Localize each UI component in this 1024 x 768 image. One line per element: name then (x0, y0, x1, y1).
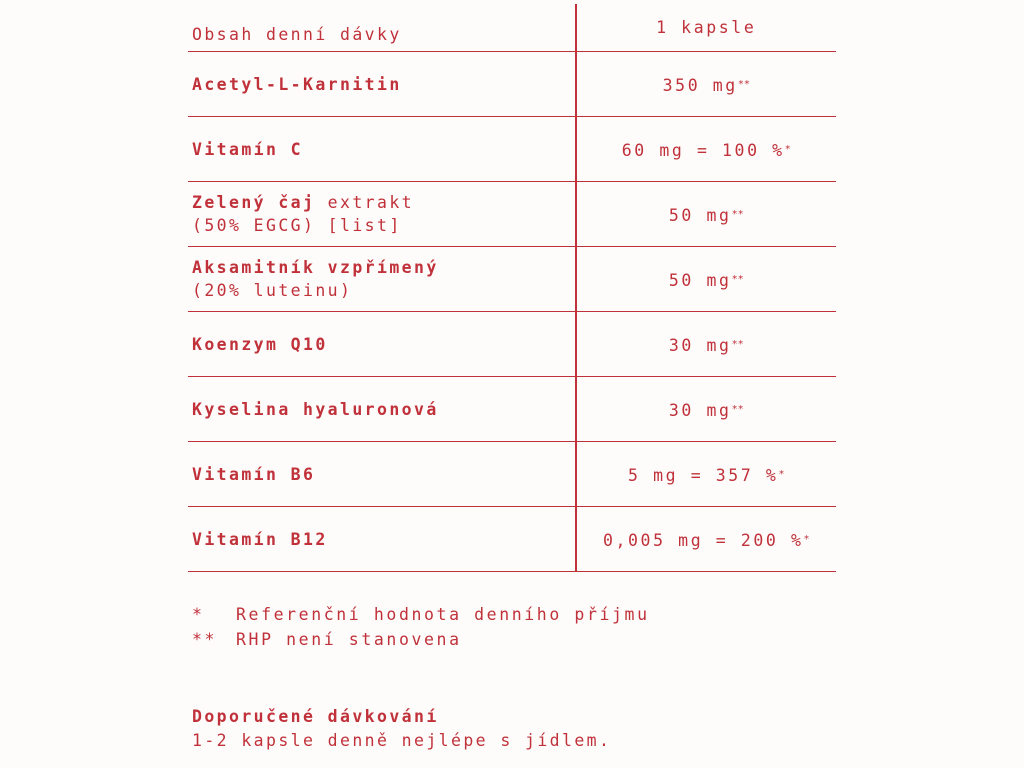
ingredient-name (188, 507, 575, 571)
ingredient-name-line (192, 256, 575, 279)
table-header-row (188, 4, 836, 52)
footnotes (192, 602, 650, 652)
amount-value: 350 mg (662, 75, 738, 95)
amount-value: 30 mg (668, 400, 732, 420)
ingredient-name-line (192, 398, 575, 421)
amount-value: 30 mg (668, 335, 732, 355)
footnote (192, 627, 650, 652)
table-body (188, 52, 836, 572)
dosage-text: 1-2 kapsle denně nejlépe s jídlem. (192, 731, 612, 750)
ingredient-name-line (192, 191, 575, 214)
footnote-text: Referenční hodnota denního příjmu (236, 605, 650, 624)
ingredient-name (188, 377, 575, 441)
ingredient-name-suffix: extrakt (315, 193, 415, 212)
ingredient-name-line (192, 73, 575, 96)
ingredient-amount: 50 mg ** (668, 270, 744, 290)
ingredient-name-line (192, 333, 575, 356)
ingredient-amount: 30 mg ** (668, 335, 744, 355)
ingredient-name (188, 247, 575, 311)
amount-value: 5 mg = 357 % (628, 465, 779, 485)
ingredient-name-bold: Vitamín B6 (192, 464, 316, 484)
amount-value: 50 mg (668, 205, 732, 225)
ingredient-name-detail: (20% luteinu) (192, 281, 353, 300)
dosage-section (192, 705, 611, 753)
ingredient-amount: 50 mg ** (668, 205, 744, 225)
ingredient-name-line (192, 138, 575, 161)
amount-value: 0,005 mg = 200 % (602, 530, 804, 550)
ingredient-name (188, 442, 575, 506)
header-amount-label (577, 4, 837, 51)
nutrition-table (188, 4, 836, 572)
ingredient-name-bold: Vitamín C (192, 139, 304, 159)
footnote-marker: * (192, 605, 205, 624)
footnote-text: RHP není stanovena (236, 630, 462, 649)
ingredient-name-bold: Vitamín B12 (192, 529, 328, 549)
amount-value: 60 mg = 100 % (621, 140, 785, 160)
ingredient-amount: 0,005 mg = 200 % * (602, 530, 810, 550)
footnote (192, 602, 650, 627)
ingredient-name-bold: Kyselina hyaluronová (192, 399, 439, 419)
ingredient-name-line (192, 463, 575, 486)
ingredient-name-bold: Zelený čaj (192, 193, 316, 212)
table-row (188, 377, 836, 442)
header-amount-text: 1 kapsle (656, 18, 757, 37)
ingredient-name (188, 312, 575, 376)
header-dose-content-label (188, 4, 575, 51)
ingredient-name-detail: (50% EGCG) [list] (192, 216, 402, 235)
amount-value: 50 mg (668, 270, 732, 290)
ingredient-amount: 350 mg ** (662, 75, 750, 95)
ingredient-name (188, 117, 575, 181)
ingredient-name-bold: Koenzym Q10 (192, 334, 328, 354)
table-row (188, 182, 836, 247)
table-row (188, 312, 836, 377)
ingredient-name-bold: Acetyl-L-Karnitin (192, 74, 402, 94)
table-row (188, 52, 836, 117)
ingredient-name-bold: Aksamitník vzpřímený (192, 258, 439, 277)
ingredient-amount: 30 mg ** (668, 400, 744, 420)
header-dose-content-text: Obsah denní dávky (192, 25, 402, 44)
dosage-title: Doporučené dávkování (192, 707, 439, 726)
footnote-marker: ** (192, 630, 218, 649)
table-row (188, 507, 836, 572)
table-row (188, 442, 836, 507)
table-row (188, 247, 836, 312)
ingredient-amount: 5 mg = 357 % * (628, 465, 785, 485)
ingredient-name-line (192, 528, 575, 551)
ingredient-name (188, 182, 575, 246)
ingredient-name (188, 52, 575, 116)
table-row (188, 117, 836, 182)
ingredient-amount: 60 mg = 100 % * (621, 140, 791, 160)
